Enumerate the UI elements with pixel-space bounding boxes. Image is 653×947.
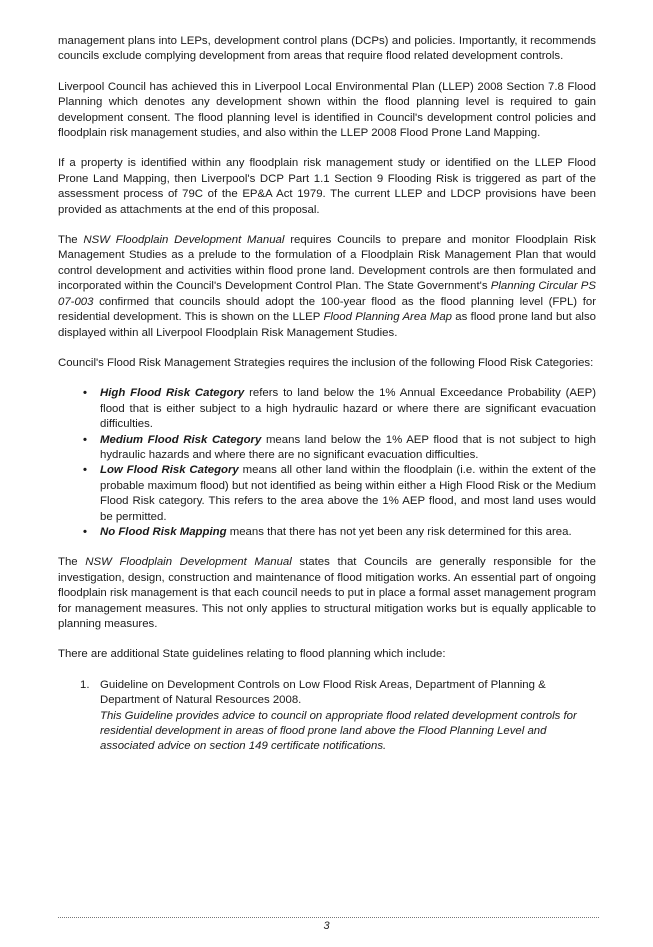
risk-term: Low Flood Risk Category <box>100 464 239 477</box>
footer-divider <box>58 917 599 918</box>
paragraph-risk-intro: Council's Flood Risk Management Strategies requires the inclusion of the following Flood Risk Categories: <box>58 356 594 369</box>
list-number: 1. <box>80 678 90 691</box>
guideline-title: Guideline on Development Controls on Low Flood Risk Areas, Department of Planning & Department of Natural Resources 2008. <box>100 678 546 707</box>
list-item: • Low Flood Risk Category means all other land within the floodplain (i.e. within the extent of the probable maximum flood) but not identified as being within either a High Flood Risk or the Medium Flood Risk category. This refers to the area above the 1% AEP flood, and most land uses would be permitted. <box>83 464 596 523</box>
risk-term: Medium Flood Risk Category <box>100 433 262 446</box>
paragraph-floodplain-manual: The NSW Floodplain Development Manual requires Councils to prepare and monitor Floodplain Risk Management Studies as a prelude to the formulation of a Floodplain Risk Management Plan that would control development and activities within flood prone land. Development controls are then formulated and incorporated within the Council's Development Control Plan. The State Government's Planning Circular PS 07-003 confirmed that councils should adopt the 100-year flood as the flood planning level (FPL) for residential development. This is shown on the LLEP Flood Planning Area Map as flood prone land but also displayed within all Liverpool Floodplain Risk Management Studies. <box>58 234 597 339</box>
list-item: • High Flood Risk Category refers to land below the 1% Annual Exceedance Probability (AEP) flood that is either subject to a high hydraulic hazard or where there are significant evacuation difficulties. <box>83 387 596 431</box>
list-item <box>80 678 596 755</box>
risk-term: No Flood Risk Mapping <box>100 525 227 538</box>
risk-category-list <box>58 386 596 540</box>
manual-title: NSW Floodplain Development Manual <box>85 556 292 569</box>
guideline-note: This Guideline provides advice to council on appropriate flood related development controls for residential development in areas of flood prone land above the Flood Planning Level and associated advice on section 149 certificate notifications. <box>100 709 577 753</box>
guideline-list <box>58 678 596 755</box>
paragraph-lep-recommendation: management plans into LEPs, development control plans (DCPs) and policies. Importantly, it recommends councils exclude complying development from areas that require flood related development controls. <box>58 35 596 63</box>
planning-circular-title: Planning Circular PS 07-003 <box>58 280 596 308</box>
flood-planning-map-title: Flood Planning Area Map <box>323 311 452 324</box>
paragraph-council-responsibility: The NSW Floodplain Development Manual states that Councils are generally responsible for the investigation, design, construction and maintenance of flood mitigation works. An essential part of ongoing floodplain risk management is that each council needs to put in place a formal asset management program for management measures. This not only applies to structural mitigation works but is equally applicable to planning measures. <box>58 556 596 630</box>
bullet-icon: • <box>83 433 87 446</box>
bullet-icon: • <box>83 464 87 477</box>
manual-title: NSW Floodplain Development Manual <box>83 234 285 247</box>
risk-term: High Flood Risk Category <box>100 387 245 400</box>
paragraph-dcp-trigger: If a property is identified within any floodplain risk management study or identified on the LLEP Flood Prone Land Mapping, then Liverpool's DCP Part 1.1 Section 9 Flooding Risk is triggered as part of the assessment process of 79C of the EP&A Act 1979. The current LLEP and LDCP provisions have been provided as attachments at the end of this proposal. <box>58 157 596 216</box>
document-page <box>58 34 596 755</box>
bullet-icon: • <box>83 387 87 400</box>
list-item: • No Flood Risk Mapping means that there has not yet been any risk determined for this area. <box>83 525 596 540</box>
paragraph-llep-section: Liverpool Council has achieved this in Liverpool Local Environmental Plan (LLEP) 2008 Section 7.8 Flood Planning which denotes any development shown within the flood planning level is required to gain development consent. The flood planning level is identified in Council's development control policies and floodplain risk management studies, and also within the LLEP 2008 Flood Prone Land Mapping. <box>58 80 596 140</box>
paragraph-guidelines-intro: There are additional State guidelines relating to flood planning which include: <box>58 648 446 661</box>
list-item: • Medium Flood Risk Category means land below the 1% AEP flood that is not subject to high hydraulic hazards and where there are no significant evacuation difficulties. <box>83 433 596 461</box>
page-number: 3 <box>323 920 330 932</box>
bullet-icon: • <box>83 525 87 538</box>
